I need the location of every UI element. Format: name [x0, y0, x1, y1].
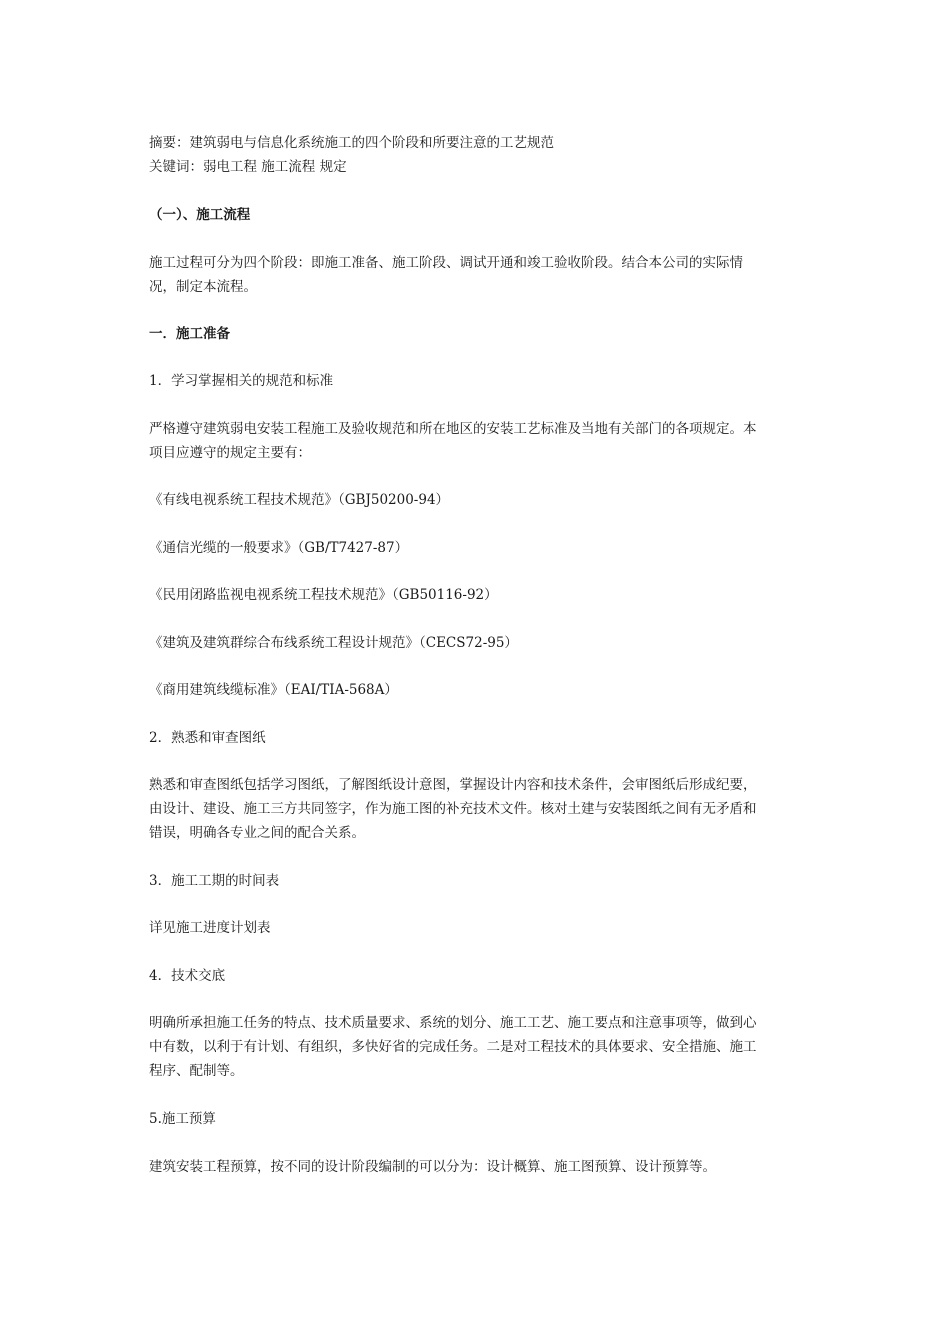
- abstract-line: 摘要：建筑弱电与信息化系统施工的四个阶段和所要注意的工艺规范: [149, 135, 554, 151]
- standard-item: 《商用建筑线缆标准》（EAI/TIA-568A）: [149, 682, 398, 698]
- keywords-line: 关键词：弱电工程 施工流程 规定: [149, 159, 347, 175]
- item1-text-line-2: 项目应遵守的规定主要有：: [149, 445, 311, 461]
- item2-text-line-2: 由设计、建设、施工三方共同签字，作为施工图的补充技术文件。核对土建与安装图纸之间有无矛盾和: [149, 801, 757, 817]
- item3-heading: 3．施工工期的时间表: [149, 873, 280, 889]
- item4-text-line-2: 中有数，以利于有计划、有组织，多快好省的完成任务。二是对工程技术的具体要求、安全措施、施工: [149, 1039, 757, 1055]
- standard-item: 《民用闭路监视电视系统工程技术规范》（GB50116-92）: [149, 587, 498, 603]
- item1-text-line-1: 严格遵守建筑弱电安装工程施工及验收规范和所在地区的安装工艺标准及当地有关部门的各项规定。本: [149, 421, 757, 437]
- intro-paragraph-line-2: 况，制定本流程。: [149, 279, 257, 295]
- item2-text-line-1: 熟悉和审查图纸包括学习图纸，了解图纸设计意图，掌握设计内容和技术条件，会审图纸后形成纪要，: [149, 777, 757, 793]
- standard-item: 《通信光缆的一般要求》（GB/T7427-87）: [149, 540, 409, 556]
- item2-heading: 2．熟悉和审查图纸: [149, 730, 266, 746]
- item4-heading: 4．技术交底: [149, 968, 226, 984]
- part-heading: 一．施工准备: [149, 326, 230, 342]
- item2-text-line-3: 错误，明确各专业之间的配合关系。: [149, 825, 365, 841]
- item5-heading: 5.施工预算: [149, 1111, 216, 1127]
- section-title: （一）、施工流程: [149, 207, 251, 223]
- item3-text: 详见施工进度计划表: [149, 920, 271, 936]
- item4-text-line-3: 程序、配制等。: [149, 1063, 244, 1079]
- intro-paragraph-line-1: 施工过程可分为四个阶段：即施工准备、施工阶段、调试开通和竣工验收阶段。结合本公司的实际情: [149, 255, 743, 271]
- item4-text-line-1: 明确所承担施工任务的特点、技术质量要求、系统的划分、施工工艺、施工要点和注意事项等，做到心: [149, 1015, 757, 1031]
- standard-item: 《有线电视系统工程技术规范》（GBJ50200-94）: [149, 492, 450, 508]
- standard-item: 《建筑及建筑群综合布线系统工程设计规范》（CECS72-95）: [149, 635, 518, 651]
- item5-text: 建筑安装工程预算，按不同的设计阶段编制的可以分为：设计概算、施工图预算、设计预算等。: [149, 1159, 716, 1175]
- item1-heading: 1．学习掌握相关的规范和标准: [149, 373, 334, 389]
